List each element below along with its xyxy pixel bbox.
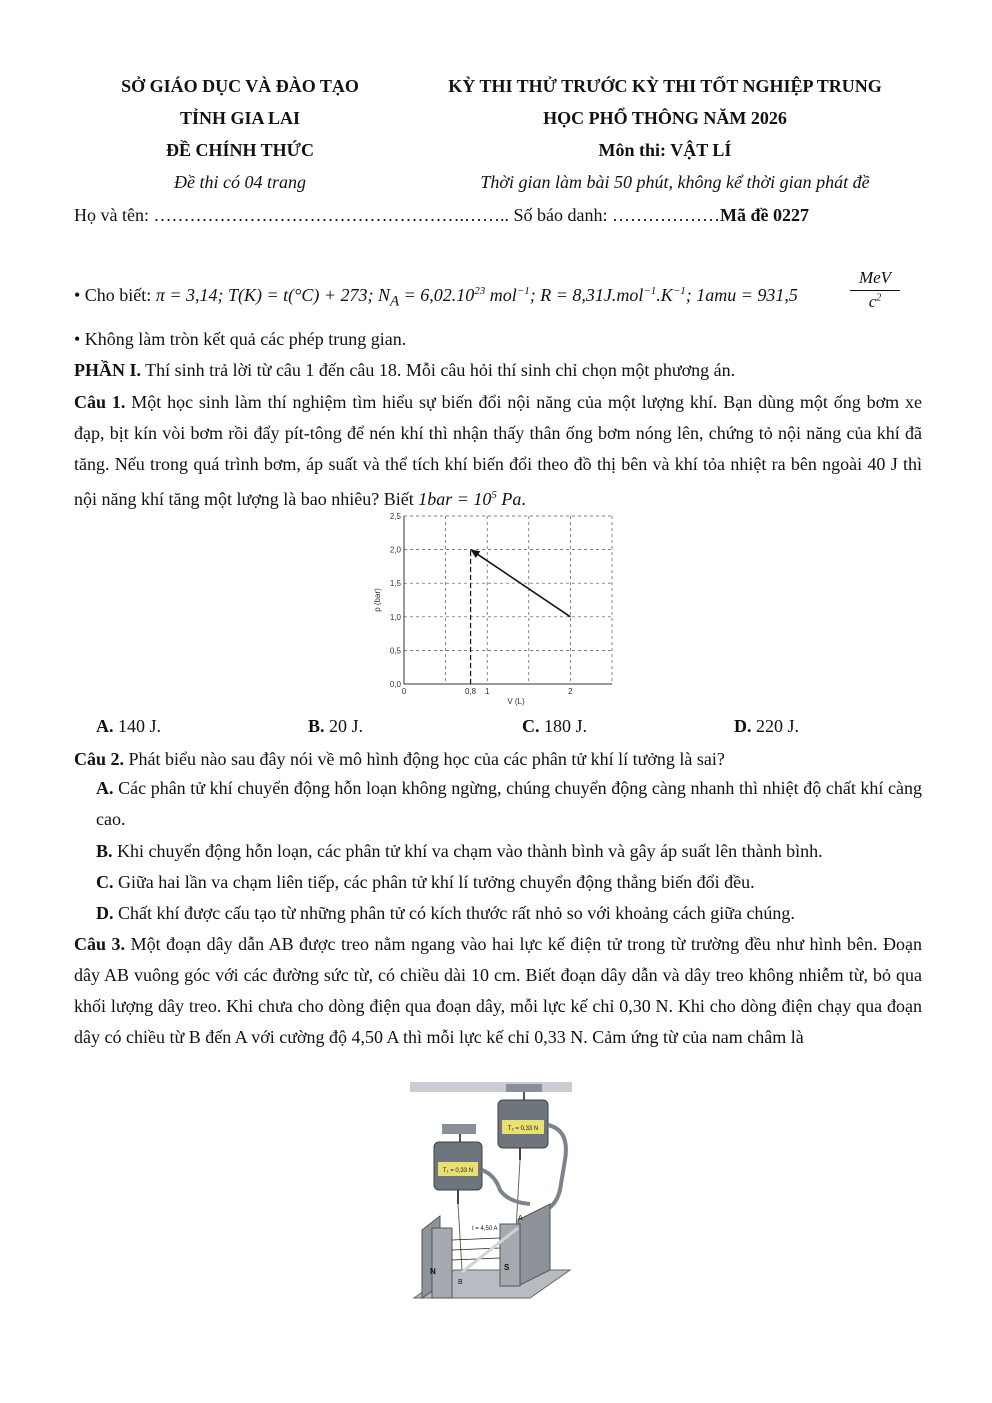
id-label: Số báo danh: bbox=[513, 205, 612, 225]
q2-option-b-text: Khi chuyển động hỗn loạn, các phân tử khí va chạm vào thành bình và gây áp suất lên thành bình. bbox=[112, 841, 823, 861]
cable-1 bbox=[482, 1170, 530, 1204]
q1-option-b-text: 20 J. bbox=[324, 716, 364, 736]
q1-option-a[interactable] bbox=[96, 716, 161, 737]
question-3 bbox=[74, 929, 922, 1053]
q1-option-a-label: A. bbox=[96, 716, 114, 736]
dept-name: SỞ GIÁO DỤC VÀ ĐÀO TẠO bbox=[121, 76, 359, 96]
q3-text: Một đoạn dây dẫn AB được treo nằm ngang vào hai lực kế điện tử trong từ trường đều như hình bên. Đoạn dây AB vuông góc với các đường sức từ, có chiều dài 10 cm. Biết đoạn dây dẫn và dây treo không nhiễm từ, bỏ qua khối lượng dây treo. Khi chưa cho dòng điện qua đoạn dây, mỗi lực kế chỉ 0,30 N. Khi cho dòng điện chạy qua đoạn dây có chiều từ B đến A với cường độ 4,50 A thì mỗi lực kế chỉ 0,33 N. Cảm ứng từ của nam châm là bbox=[74, 934, 923, 1047]
r-part: ; R = 8,31J.mol bbox=[529, 285, 644, 305]
mol: mol bbox=[485, 285, 517, 305]
chart-layer bbox=[373, 512, 612, 706]
na-exp: 23 bbox=[474, 285, 486, 297]
q1-option-a-text: 140 J. bbox=[113, 716, 162, 736]
magnet-n-face bbox=[432, 1228, 452, 1298]
part1-title: PHẦN I. bbox=[74, 360, 141, 380]
q2-option-d[interactable] bbox=[96, 898, 922, 929]
q1-option-d[interactable] bbox=[734, 716, 799, 737]
q1-text: Một học sinh làm thí nghiệm tìm hiểu sự biến đổi nội năng của một lượng khí. Bạn dùng một ống bơm xe đạp, bịt kín vòi bơm rồi đẩy pít-tông để nén khí thì nhận thấy thân ống bơm nóng lên, chứng tỏ nội năng của khí đã tăng. Nếu trong quá trình bơm, áp suất và thể tích khí biến đổi theo đồ thị bên và khí tỏa nhiệt ra bên ngoài 40 J thì nội năng khí tăng một lượng là bao nhiêu? Biết bbox=[74, 392, 923, 509]
frac-den-exp: 2 bbox=[876, 292, 882, 304]
exam-title-line1: KỲ THI THỬ TRƯỚC KỲ THI TỐT NGHIỆP TRUNG bbox=[448, 76, 882, 96]
page-count: Đề thi có 04 trang bbox=[174, 172, 306, 192]
mev-fraction bbox=[850, 268, 900, 312]
q1-unit-expr: 1bar = 10 bbox=[418, 489, 492, 509]
y-tick-label: 2,5 bbox=[389, 512, 401, 521]
exam-title-line2: HỌC PHỔ THÔNG NĂM 2026 bbox=[543, 108, 787, 128]
q1-option-b-label: B. bbox=[308, 716, 325, 736]
q2-option-c-label: C. bbox=[96, 872, 114, 892]
k-part: .K bbox=[656, 285, 673, 305]
r-exp: −1 bbox=[643, 285, 657, 297]
no-rounding-note: • Không làm tròn kết quả các phép trung gian. bbox=[74, 329, 407, 349]
q2-option-c[interactable] bbox=[96, 867, 922, 898]
q2-label: Câu 2. bbox=[74, 749, 125, 769]
question-2 bbox=[74, 748, 922, 770]
x-tick-label: 0,8 bbox=[464, 687, 477, 696]
q1-option-b[interactable] bbox=[308, 716, 363, 737]
magnet-figure bbox=[410, 1080, 580, 1310]
point-a-label: A bbox=[518, 1215, 523, 1222]
y-tick-label: 1,5 bbox=[389, 579, 401, 589]
exam-code: Mã đề 0227 bbox=[719, 205, 809, 225]
question-1 bbox=[74, 387, 922, 515]
x-tick-label: 1 bbox=[484, 687, 490, 696]
q1-option-c[interactable] bbox=[522, 716, 587, 737]
x-tick-label: 2 bbox=[568, 687, 573, 696]
point-b-label: B bbox=[458, 1279, 463, 1286]
pole-n-label: N bbox=[430, 1267, 436, 1276]
amu-part: ; 1amu = 931,5 bbox=[685, 285, 798, 305]
y-tick-label: 1,0 bbox=[389, 612, 401, 622]
frac-den-base: c bbox=[868, 292, 877, 311]
meter-2-reading: T₂ = 0,33 N bbox=[507, 1126, 539, 1132]
pole-s-label: S bbox=[504, 1263, 510, 1272]
q1-end: . bbox=[521, 489, 526, 509]
ceiling-mount-1 bbox=[442, 1124, 476, 1134]
q2-text: Phát biểu nào sau đây nói về mô hình động học của các phân tử khí lí tưởng là sai? bbox=[124, 749, 725, 769]
pv-chart bbox=[360, 508, 632, 708]
frac-num: MeV bbox=[850, 268, 900, 291]
q2-option-b[interactable] bbox=[96, 836, 922, 867]
part1-instruction: Thí sinh trả lời từ câu 1 đến câu 18. Mỗi câu hỏi thí sinh chỉ chọn một phương án. bbox=[141, 360, 736, 380]
y-tick-label: 0,5 bbox=[389, 646, 401, 656]
q2-option-c-text: Giữa hai lần va chạm liên tiếp, các phân tử khí lí tưởng chuyển động thẳng biến đổi đều. bbox=[113, 872, 755, 892]
process-arrowhead bbox=[471, 550, 481, 558]
subject bbox=[410, 140, 920, 161]
q1-option-c-label: C. bbox=[522, 716, 540, 736]
q2-option-d-text: Chất khí được cấu tạo từ những phân tử có kích thước rất nhỏ so với khoảng cách giữa chúng. bbox=[113, 903, 795, 923]
q1-unit-exp: 5 bbox=[491, 489, 497, 501]
meter-1-reading: T₁ = 0,33 N bbox=[442, 1168, 474, 1174]
official-label: ĐỀ CHÍNH THỨC bbox=[165, 140, 315, 160]
given-prefix: • Cho biết: bbox=[74, 285, 156, 305]
q2-option-a[interactable] bbox=[96, 773, 922, 835]
x-axis-label: V (L) bbox=[507, 697, 525, 706]
frac-den bbox=[850, 291, 900, 312]
na-val: = 6,02.10 bbox=[399, 285, 475, 305]
q2-option-b-label: B. bbox=[96, 841, 113, 861]
candidate-line bbox=[74, 204, 922, 226]
name-dots: …………………………………………….…….. bbox=[153, 205, 514, 225]
q1-unit-tail: Pa bbox=[496, 489, 522, 509]
y-tick-label: 0,0 bbox=[389, 680, 401, 689]
time-note: Thời gian làm bài 50 phút, không kể thời gian phát đề bbox=[480, 172, 870, 192]
q2-option-d-label: D. bbox=[96, 903, 114, 923]
q1-unit bbox=[418, 489, 521, 509]
q1-option-d-label: D. bbox=[734, 716, 752, 736]
constants-text: π = 3,14; T(K) = t(°C) + 273; N bbox=[155, 285, 390, 305]
y-axis-label: p (bar) bbox=[373, 588, 382, 612]
k-exp: −1 bbox=[672, 285, 686, 297]
q3-label: Câu 3. bbox=[74, 934, 126, 954]
current-label: I = 4,50 A bbox=[472, 1226, 498, 1232]
y-tick-label: 2,0 bbox=[389, 545, 401, 555]
province-name: TỈNH GIA LAI bbox=[179, 108, 301, 128]
na-sub: A bbox=[389, 293, 400, 310]
ceiling-bar bbox=[410, 1082, 572, 1092]
ceiling-mount-2 bbox=[506, 1084, 542, 1092]
subject-label: Môn thi: bbox=[598, 140, 671, 160]
subject-name: VẬT LÍ bbox=[670, 140, 732, 160]
name-label: Họ và tên: bbox=[74, 205, 154, 225]
mol-exp: −1 bbox=[516, 285, 530, 297]
part1-heading bbox=[74, 359, 922, 381]
x-tick-label: 0 bbox=[401, 687, 407, 696]
constants-expr bbox=[155, 285, 798, 310]
given-constants bbox=[74, 280, 922, 313]
q2-option-a-label: A. bbox=[96, 778, 114, 798]
id-dots: ……………… bbox=[611, 205, 720, 225]
q1-option-d-text: 220 J. bbox=[751, 716, 800, 736]
q2-option-a-text: Các phân tử khí chuyển động hỗn loạn không ngừng, chúng chuyển động càng nhanh thì nhiệt độ chất khí càng cao. bbox=[96, 778, 922, 829]
q1-option-c-text: 180 J. bbox=[539, 716, 588, 736]
q1-label: Câu 1. bbox=[74, 392, 126, 412]
